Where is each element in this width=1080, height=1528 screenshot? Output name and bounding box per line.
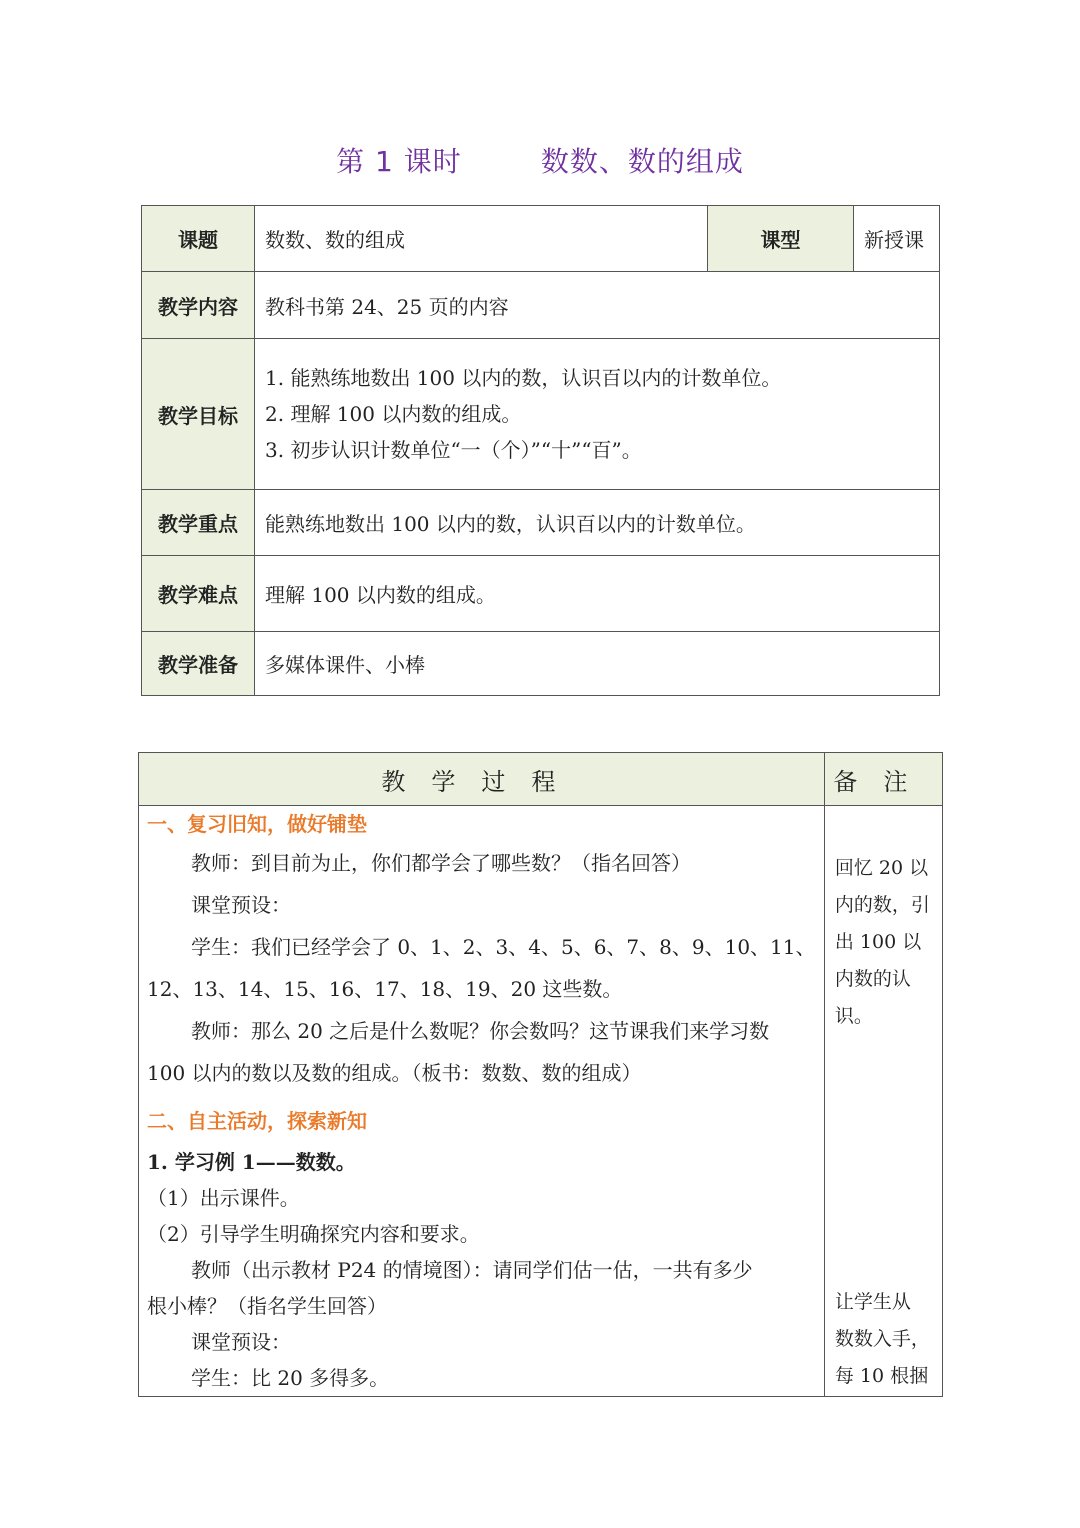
note-line: 让学生从: [834, 1291, 911, 1313]
note-line: 识。: [834, 1005, 873, 1027]
text-line: （2）引导学生明确探究内容和要求。: [147, 1222, 480, 1246]
note-line: 内的数，引: [834, 894, 930, 916]
text-line: 学生：我们已经学会了 0、1、2、3、4、5、6、7、8、9、10、11、: [191, 935, 816, 959]
note-block: [835, 1284, 930, 1395]
goals-label: 教学目标: [142, 339, 255, 490]
note-block: [835, 850, 930, 1035]
topic-value: 数数、数的组成: [255, 206, 708, 272]
goals-cell: [255, 339, 940, 490]
text-line: 根小棒？（指名学生回答）: [147, 1294, 387, 1318]
note-content: [824, 806, 942, 1397]
note-line: 内数的认: [834, 968, 911, 990]
content-value: 教科书第 24、25 页的内容: [255, 272, 940, 339]
lesson-info-table: [141, 205, 940, 696]
subsection-title: 1. 学习例 1——数数。: [147, 1150, 356, 1174]
content-label: 教学内容: [142, 272, 255, 339]
goal-item: 2. 理解 100 以内数的组成。: [265, 402, 522, 426]
text-line: 课堂预设：: [191, 893, 291, 917]
teaching-process-table: [138, 752, 943, 1397]
prep-value: 多媒体课件、小棒: [255, 632, 940, 696]
note-line: 每 10 根捆: [834, 1365, 929, 1387]
process-header: 教学过程: [139, 753, 825, 806]
goal-item: 1. 能熟练地数出 100 以内的数，认识百以内的计数单位。: [265, 366, 782, 390]
text-line: 100 以内的数以及数的组成。（板书：数数、数的组成）: [147, 1061, 642, 1085]
text-line: 课堂预设：: [191, 1330, 291, 1354]
type-value: 新授课: [854, 206, 940, 272]
section-title: 二、自主活动，探索新知: [147, 1109, 367, 1133]
text-line: 12、13、14、15、16、17、18、19、20 这些数。: [147, 977, 623, 1001]
note-line: 回忆 20 以: [834, 857, 929, 879]
topic-label: 课题: [142, 206, 255, 272]
difficulty-value: 理解 100 以内数的组成。: [255, 556, 940, 632]
note-line: 出 100 以: [834, 931, 922, 953]
page-title: 第 1 课时 数数、数的组成: [336, 145, 744, 178]
text-line: 教师：那么 20 之后是什么数呢？你会数吗？这节课我们来学习数: [191, 1019, 770, 1043]
process-content: [139, 806, 825, 1397]
type-label: 课型: [708, 206, 854, 272]
text-line: 教师：到目前为止，你们都学会了哪些数？（指名回答）: [191, 851, 691, 875]
text-line: 教师（出示教材 P24 的情境图）：请同学们估一估，一共有多少: [191, 1258, 753, 1282]
key-label: 教学重点: [142, 490, 255, 556]
text-line: （1）出示课件。: [147, 1186, 300, 1210]
note-header: 备注: [824, 753, 942, 806]
note-line: 数数入手，: [834, 1328, 930, 1350]
key-value: 能熟练地数出 100 以内的数，认识百以内的计数单位。: [255, 490, 940, 556]
text-line: 学生：比 20 多得多。: [191, 1366, 390, 1390]
prep-label: 教学准备: [142, 632, 255, 696]
goal-item: 3. 初步认识计数单位“一（个）”“十”“百”。: [265, 438, 642, 462]
difficulty-label: 教学难点: [142, 556, 255, 632]
section-title: 一、复习旧知，做好铺垫: [147, 812, 367, 836]
